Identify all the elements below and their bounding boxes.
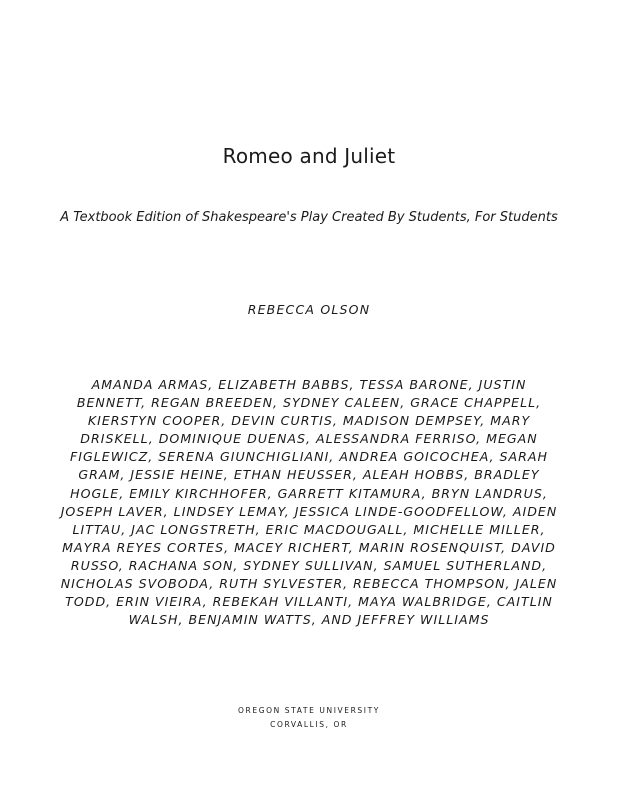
contributors-list: AMANDA ARMAS, ELIZABETH BABBS, TESSA BARONE, JUSTIN BENNETT, REGAN BREEDEN, SYDNEY CALEEN, GRACE CHAPPELL, KIERSTYN COOPER, DEVIN CURTIS, MADISON DEMPSEY, MARY DRISKELL, DOMINIQUE DUENAS, ALESSANDRA FERRISO, MEGAN FIGLEWICZ, SERENA GIUNCHIGLIANI, ANDREA GOICOCHEA, SARAH GRAM, JESSIE HEINE, ETHAN HEUSSER, ALEAH HOBBS, BRADLEY HOGLE, EMILY KIRCHHOFER, GARRETT KITAMURA, BRYN LANDRUS, JOSEPH LAVER, LINDSEY LEMAY, JESSICA LINDE-GOODFELLOW, AIDEN LITTAU, JAC LONGSTRETH, ERIC MACDOUGALL, MICHELLE MILLER, MAYRA REYES CORTES, MACEY RICHERT, MARIN ROSENQUIST, DAVID RUSSO, RACHANA SON, SYDNEY SULLIVAN, SAMUEL SUTHERLAND, NICHOLAS SVOBODA, RUTH SYLVESTER, REBECCA THOMPSON, JALEN TODD, ERIN VIEIRA, REBEKAH VILLANTI, MAYA WALBRIDGE, CAITLIN WALSH, BENJAMIN WATTS, AND JEFFREY WILLIAMS <box>60 377 558 628</box>
editor-name: REBECCA OLSON <box>247 302 371 317</box>
publisher-location: CORVALLIS, OR <box>270 720 348 729</box>
publisher-name: OREGON STATE UNIVERSITY <box>238 706 380 715</box>
book-subtitle: A Textbook Edition of Shakespeare's Play Created By Students, For Students <box>60 210 558 225</box>
book-title: Romeo and Juliet <box>222 144 396 168</box>
publisher-block <box>0 704 618 732</box>
